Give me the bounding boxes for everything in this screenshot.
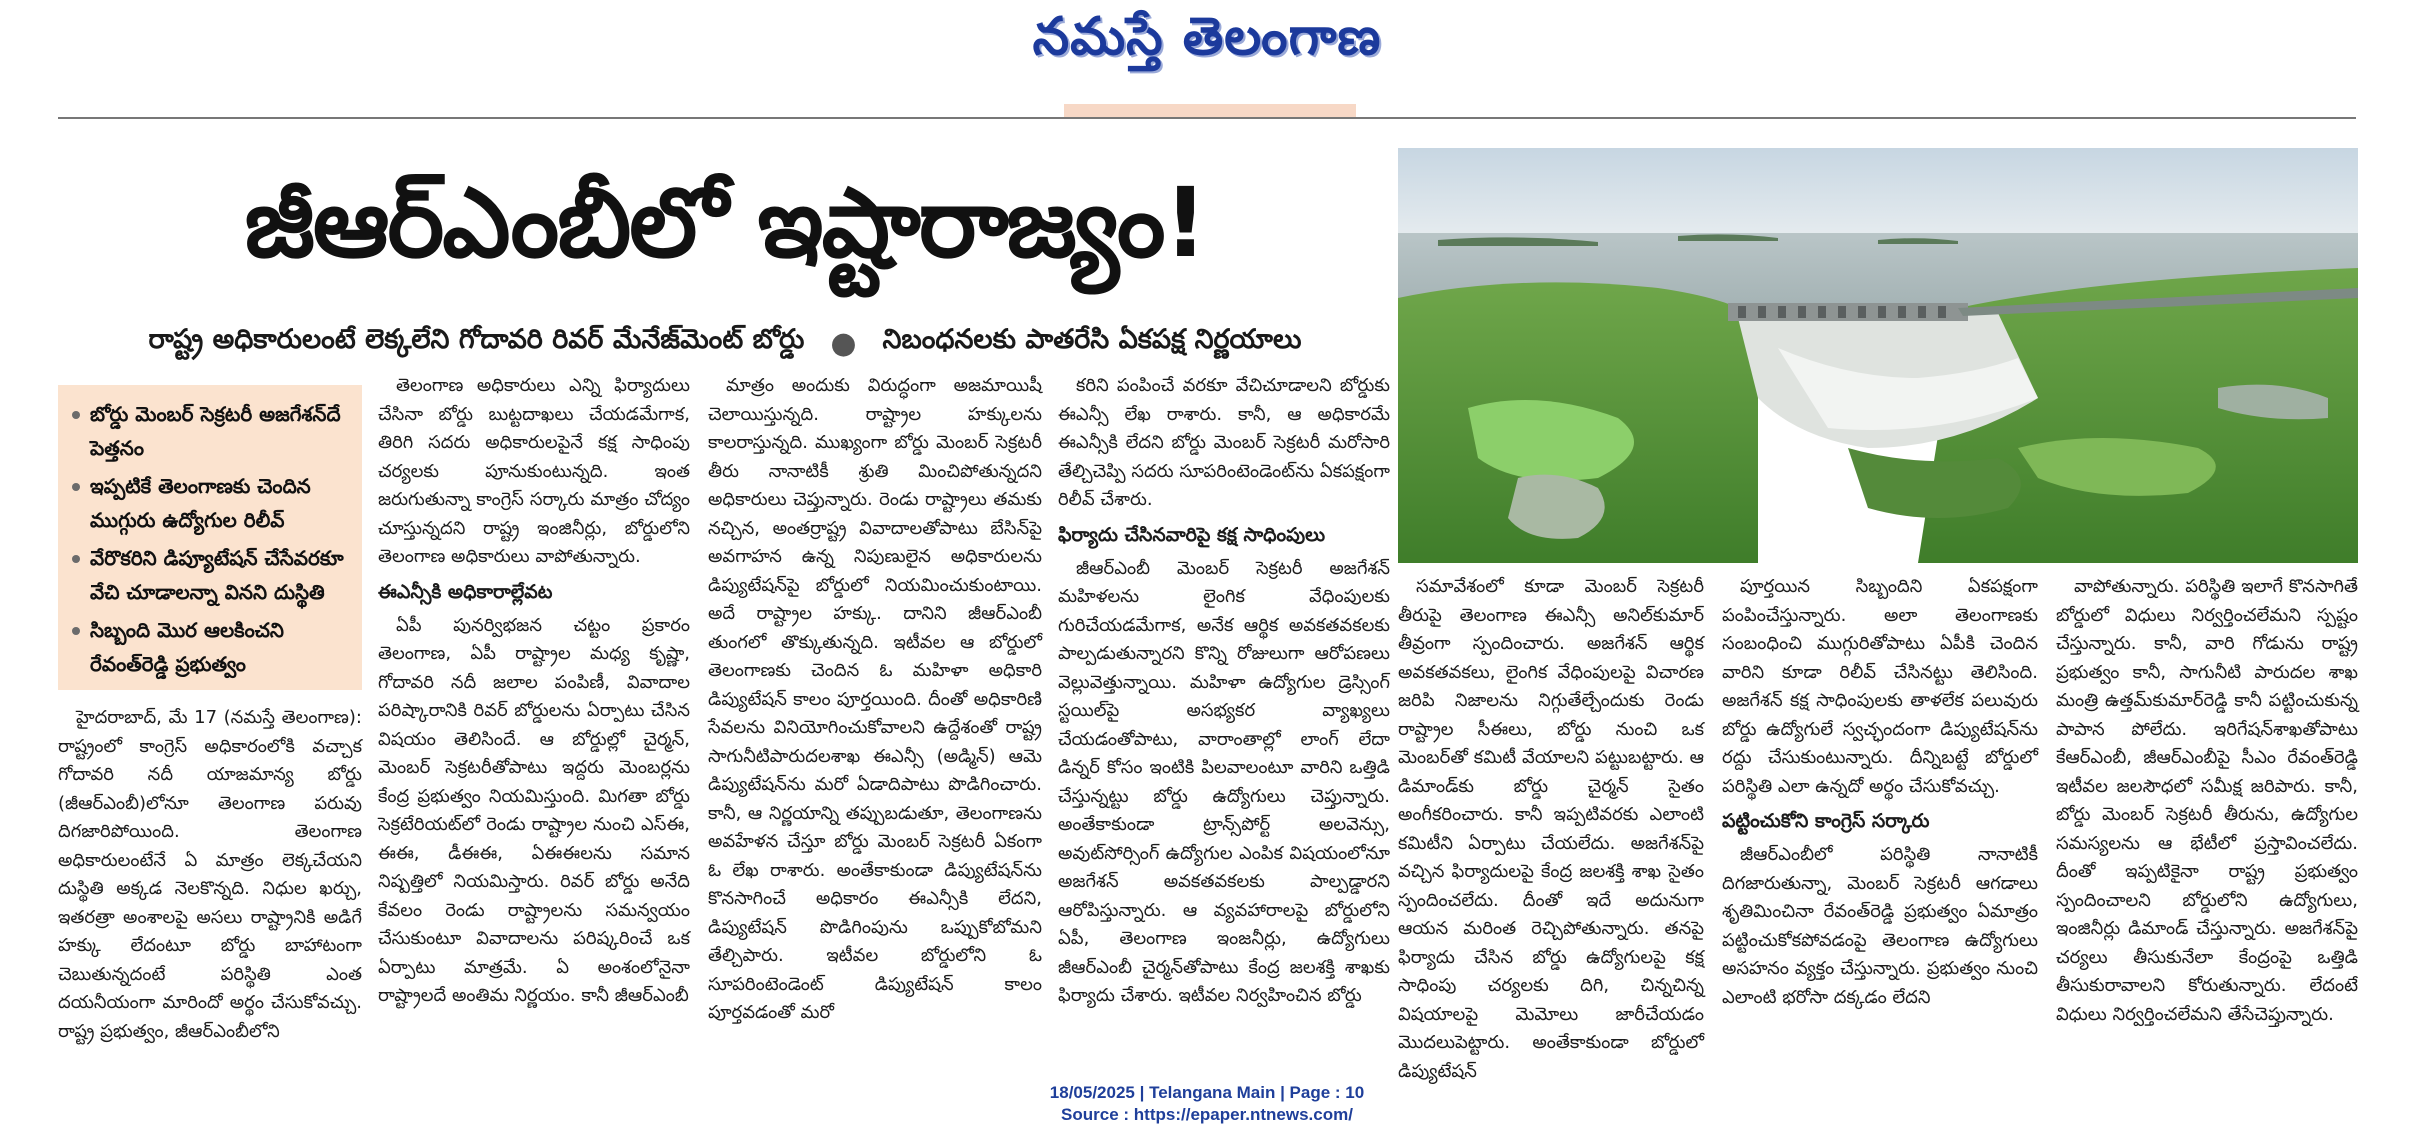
key-point: ఇప్పటికే తెలంగాణకు చెందిన ముగ్గురు ఉద్యోగుల రిలీవ్ [70, 469, 352, 537]
article-column-6 [1722, 573, 2038, 1047]
article-column-3 [708, 372, 1042, 1047]
key-point: సిబ్బంది మొర ఆలకించని రేవంత్‌రెడ్డి ప్రభుత్వం [70, 613, 352, 681]
paragraph: పూర్తయిన సిబ్బందిని ఏకపక్షంగా పంపించేస్తున్నారు. అలా తెలంగాణకు సంబంధించి ముగ్గురితోపాటు ఏపీకి చెందిన వారిని కూడా రిలీవ్ చేసినట్టు తెలిసింది. అజగేశన్ కక్ష సాధింపులకు తాళలేక పలువురు బోర్డు ఉద్యోగులే స్వచ్ఛందంగా డిప్యుటేషన్‌ను రద్దు చేసుకుంటున్నారు. దీన్నిబట్టే బోర్డులో పరిస్థితి ఎలా ఉన్నదో అర్థం చేసుకోవచ్చు. [1722, 576, 2038, 797]
section-heading: ఫిర్యాదు చేసినవారిపై కక్ష సాధింపులు [1058, 523, 1326, 546]
article-column-5 [1398, 573, 1704, 1082]
godavari-dam-aerial-photo [1398, 148, 2358, 563]
masthead-logo: నమస్తే తెలంగాణ [1032, 6, 1382, 67]
masthead-accent-bar [1064, 104, 1356, 117]
paragraph: కరిని పంపించే వరకూ వేచిచూడాలని బోర్డుకు ఈఎన్సీ లేఖ రాశారు. కానీ, ఆ అధికారమే ఈఎన్సీకి లేదని బోర్డు మెంబర్ సెక్రటరీ మరోసారి తేల్చిచెప్పి సదరు సూపరింటెండెంట్‌ను ఏకపక్షంగా రిలీవ్ చేశారు. [1058, 375, 1390, 510]
paragraph: మాత్రం అందుకు విరుద్ధంగా అజమాయిషీ చెలాయిస్తున్నది. రాష్ట్రాల హక్కులను కాలరాస్తున్నది. ముఖ్యంగా బోర్డు మెంబర్ సెక్రటరీ తీరు నానాటికీ శ్రుతి మించిపోతున్నదని అధికారులు చెప్తున్నారు. రెండు రాష్ట్రాలు తమకు నచ్చిన, అంతర్రాష్ట్ర వివాదాలతోపాటు బేసిన్‌పై అవగాహన ఉన్న నిపుణులైన అధికారులను డిప్యుటేషన్‌పై బోర్డులో నియమించుకుంటాయి. అదే రాష్ట్రాల హక్కు. దానిని జీఆర్ఎంబీ తుంగలో తొక్కుతున్నది. ఇటీవల ఆ బోర్డులో తెలంగాణకు చెందిన ఓ మహిళా అధికారి డిప్యుటేషన్ కాలం పూర్తయింది. దీంతో అధికారిణి సేవలను వినియోగించుకోవాలని ఉద్దేశంతో రాష్ట్ర సాగునీటిపారుదలశాఖ ఈఎన్సీ (అడ్మిన్) ఆమె డిప్యుటేషన్‌ను మరో ఏడాదిపాటు పొడిగించారు. కానీ, ఆ నిర్ణయాన్ని తప్పుబడుతూ, తెలంగాణను అవహేళన చేస్తూ బోర్డు మెంబర్ సెక్రటరీ ఏకంగా ఓ లేఖ రాశారు. అంతేకాకుండా డిప్యుటేషన్‌ను కొనసాగించే అధికారం ఈఎన్సీకి లేదని, డిప్యుటేషన్ పొడిగింపును ఒప్పుకోబోమని తేల్చిపారు. ఇటీవల బోర్డులోని ఓ సూపరింటెండెంట్ డిప్యుటేషన్ కాలం పూర్తవడంతో మరో [708, 375, 1042, 1023]
key-points-box [58, 385, 362, 690]
key-point: బోర్డు మెంబర్ సెక్రటరీ అజగేశన్‌దే పెత్తనం [70, 397, 352, 465]
paragraph: జీఆర్ఎంబీ మెంబర్ సెక్రటరీ అజగేశన్ మహిళలను లైంగిక వేధింపులకు గురిచేయడమేగాక, అనేక ఆర్థిక అవకతవకలకు పాల్పడుతున్నారని కొన్ని రోజులుగా ఆరోపణలు వెల్లువెత్తున్నాయి. మహిళా ఉద్యోగుల డ్రెస్సింగ్ స్టయిల్‌పై అసభ్యకర వ్యాఖ్యలు చేయడంతోపాటు, వారాంతాల్లో లాంగ్ లేదా డిన్నర్ కోసం ఇంటికి పిలవాలంటూ వారిని ఒత్తిడి చేస్తున్నట్టు బోర్డు ఉద్యోగులు చెప్తున్నారు. అంతేకాకుండా ట్రాన్స్‌పోర్ట్ అలవెన్సు, అవుట్‌సోర్సింగ్ ఉద్యోగుల ఎంపిక విషయంలోనూ అజగేశన్ అవకతవకలకు పాల్పడ్డారని ఆరోపిస్తున్నారు. ఆ వ్యవహారాలపై బోర్డులోని ఏపీ, తెలంగాణ ఇంజనీర్లు, ఉద్యోగులు జీఆర్ఎంబీ చైర్మన్‌తోపాటు కేంద్ర జలశక్తి శాఖకు ఫిర్యాదు చేశారు. ఇటీవల నిర్వహించిన బోర్డు [1058, 557, 1390, 1006]
bullet-separator-icon: ● [830, 325, 857, 361]
subheadline [60, 318, 1390, 368]
paragraph: జీఆర్ఎంబీలో పరిస్థితి నానాటికీ దిగజారుతున్నా, మెంబర్ సెక్రటరీ ఆగడాలు శృతిమించినా రేవంత్‌రెడ్డి ప్రభుత్వం ఏమాత్రం పట్టించుకోకపోవడంపై తెలంగాణ ఉద్యోగులు అసహనం వ్యక్తం చేస్తున్నారు. ప్రభుత్వం నుంచి ఎలాంటి భరోసా దక్కడం లేదని [1722, 844, 2038, 1008]
headline: జీఆర్ఎంబీలో ఇష్టారాజ్యం! [244, 167, 1206, 279]
paragraph: ఏపీ పునర్విభజన చట్టం ప్రకారం తెలంగాణ, ఏపీ రాష్ట్రాల మధ్య కృష్ణా, గోదావరి నదీ జలాల పంపిణీ, వివాదాల పరిష్కారానికి రివర్ బోర్డులను ఏర్పాటు చేసిన విషయం తెలిసిందే. ఆ బోర్డుల్లో చైర్మన్, మెంబర్ సెక్రటరీతోపాటు ఇద్దరు మెంబర్లను కేంద్ర ప్రభుత్వం నియమిస్తుంది. మిగతా బోర్డు సెక్రటేరియట్‌లో రెండు రాష్ట్రాల నుంచి ఎస్ఈ, ఈఈ, డీఈఈ, ఏఈఈలను సమాన నిష్పత్తిలో నియమిస్తారు. రివర్ బోర్డు అనేది కేవలం రెండు రాష్ట్రాలను సమన్వయం చేసుకుంటూ వివాదాలను పరిష్కరించే ఒక ఏర్పాటు మాత్రమే. ఏ అంశంలోనైనా రాష్ట్రాలదే అంతిమ నిర్ణయం. కానీ జీఆర్ఎంబీ [378, 614, 690, 1006]
paragraph: తెలంగాణ అధికారులు ఎన్ని ఫిర్యాదులు చేసినా బోర్డు బుట్టదాఖలు చేయడమేగాక, తిరిగి సదరు అధికారులపైనే కక్ష సాధింపు చర్యలకు పూనుకుంటున్నది. ఇంత జరుగుతున్నా కాంగ్రెస్ సర్కారు మాత్రం చోద్యం చూస్తున్నదని రాష్ట్ర ఇంజినీర్లు, బోర్డులోని తెలంగాణ అధికారులు వాపోతున్నారు. [378, 375, 690, 567]
page-footer [0, 1082, 2414, 1126]
key-point: వేరొకరిని డిప్యూటేషన్ చేసేవరకూ వేచి చూడాలన్నా వినని దుస్థితి [70, 541, 352, 609]
edition-info: 18/05/2025 | Telangana Main | Page : 10 [1049, 1083, 1365, 1102]
masthead-divider [58, 117, 2356, 119]
subhead-right: నిబంధనలకు పాతరేసి ఏకపక్ష నిర్ణయాలు [882, 324, 1302, 355]
source-link[interactable]: Source : https://epaper.ntnews.com/ [1061, 1105, 1353, 1124]
section-heading: ఈఎన్సీకి అధికారాల్లేవట [378, 580, 553, 603]
article-column-1 [58, 704, 362, 1042]
subhead-left: రాష్ట్ర అధికారులంటే లెక్కలేని గోదావరి రివర్ మేనేజ్‌మెంట్ బోర్డు [148, 324, 805, 355]
article-column-4 [1058, 372, 1390, 1047]
paragraph: సమావేశంలో కూడా మెంబర్ సెక్రటరీ తీరుపై తెలంగాణ ఈఎన్సీ అనిల్‌కుమార్ తీవ్రంగా స్పందించారు. అజగేశన్ ఆర్థిక అవకతవకలు, లైంగిక వేధింపులపై విచారణ జరిపి నిజాలను నిగ్గుతేల్చేందుకు రెండు రాష్ట్రాల సీఈలు, బోర్డు నుంచి ఒక మెంబర్‌తో కమిటీ వేయాలని పట్టుబట్టారు. ఆ డిమాండ్‌కు బోర్డు చైర్మన్ సైతం అంగీకరించారు. కానీ ఇప్పటివరకు ఎలాంటి కమిటీని ఏర్పాటు చేయలేదు. అజగేశన్‌పై వచ్చిన ఫిర్యాదులపై కేంద్ర జలశక్తి శాఖ సైతం స్పందించలేదు. దీంతో ఇదే అదునుగా ఆయన మరింత రెచ్చిపోతున్నారు. తనపై ఫిర్యాదు చేసిన బోర్డు ఉద్యోగులపై కక్ష సాధింపు చర్యలకు దిగి, చిన్నచిన్న విషయాలపై మెమోలు జారీచేయడం మొదలుపెట్టారు. అంతేకాకుండా బోర్డులో డిప్యుటేషన్ [1398, 576, 1704, 1082]
section-heading: పట్టించుకోని కాంగ్రెస్ సర్కారు [1722, 810, 1930, 832]
article-column-7 [2056, 573, 2358, 1047]
paragraph: వాపోతున్నారు. పరిస్థితి ఇలాగే కొనసాగితే బోర్డులో విధులు నిర్వర్తించలేమని స్పష్టం చేస్తున్నారు. కానీ, వారి గోడును రాష్ట్ర ప్రభుత్వం కానీ, సాగునీటి పారుదల శాఖ మంత్రి ఉత్తమ్‌కుమార్‌రెడ్డి కానీ పట్టించుకున్న పాపాన పోలేదు. ఇరిగేషన్‌శాఖతోపాటు కేఆర్ఎంబీ, జీఆర్ఎంబీపై సీఎం రేవంత్‌రెడ్డి ఇటీవల జలసౌధలో సమీక్ష జరిపారు. కానీ, బోర్డు మెంబర్ సెక్రటరీ తీరును, ఉద్యోగుల సమస్యలను ఆ భేటీలో ప్రస్తావించలేదు. దీంతో ఇప్పటికైనా రాష్ట్ర ప్రభుత్వం స్పందించాలని బోర్డులోని ఉద్యోగులు, ఇంజినీర్లు డిమాండ్ చేస్తున్నారు. అజగేశన్‌పై చర్యలు తీసుకునేలా కేంద్రంపై ఒత్తిడి తీసుకురావాలని కోరుతున్నారు. లేదంటే విధులు నిర్వర్తించలేమని తేసేచెప్తున్నారు. [2056, 576, 2358, 1025]
article-column-2 [378, 372, 690, 1047]
paragraph: హైదరాబాద్, మే 17 (నమస్తే తెలంగాణ): రాష్ట్రంలో కాంగ్రెస్ అధికారంలోకి వచ్చాక గోదావరి నదీ యాజమాన్య బోర్డు (జీఆర్ఎంబీ)లోనూ తెలంగాణ పరువు దిగజారిపోయింది. తెలంగాణ అధికారులంటేనే ఏ మాత్రం లెక్కచేయని దుస్థితి అక్కడ నెలకొన్నది. నిధుల ఖర్చు, ఇతరత్రా అంశాలపై అసలు రాష్ట్రానికి అడిగే హక్కు లేదంటూ బోర్డు బాహాటంగా చెబుతున్నదంటే పరిస్థితి ఎంత దయనీయంగా మారిందో అర్థం చేసుకోవచ్చు. రాష్ట్ర ప్రభుత్వం, జీఆర్ఎంబీలోని [58, 707, 362, 1042]
